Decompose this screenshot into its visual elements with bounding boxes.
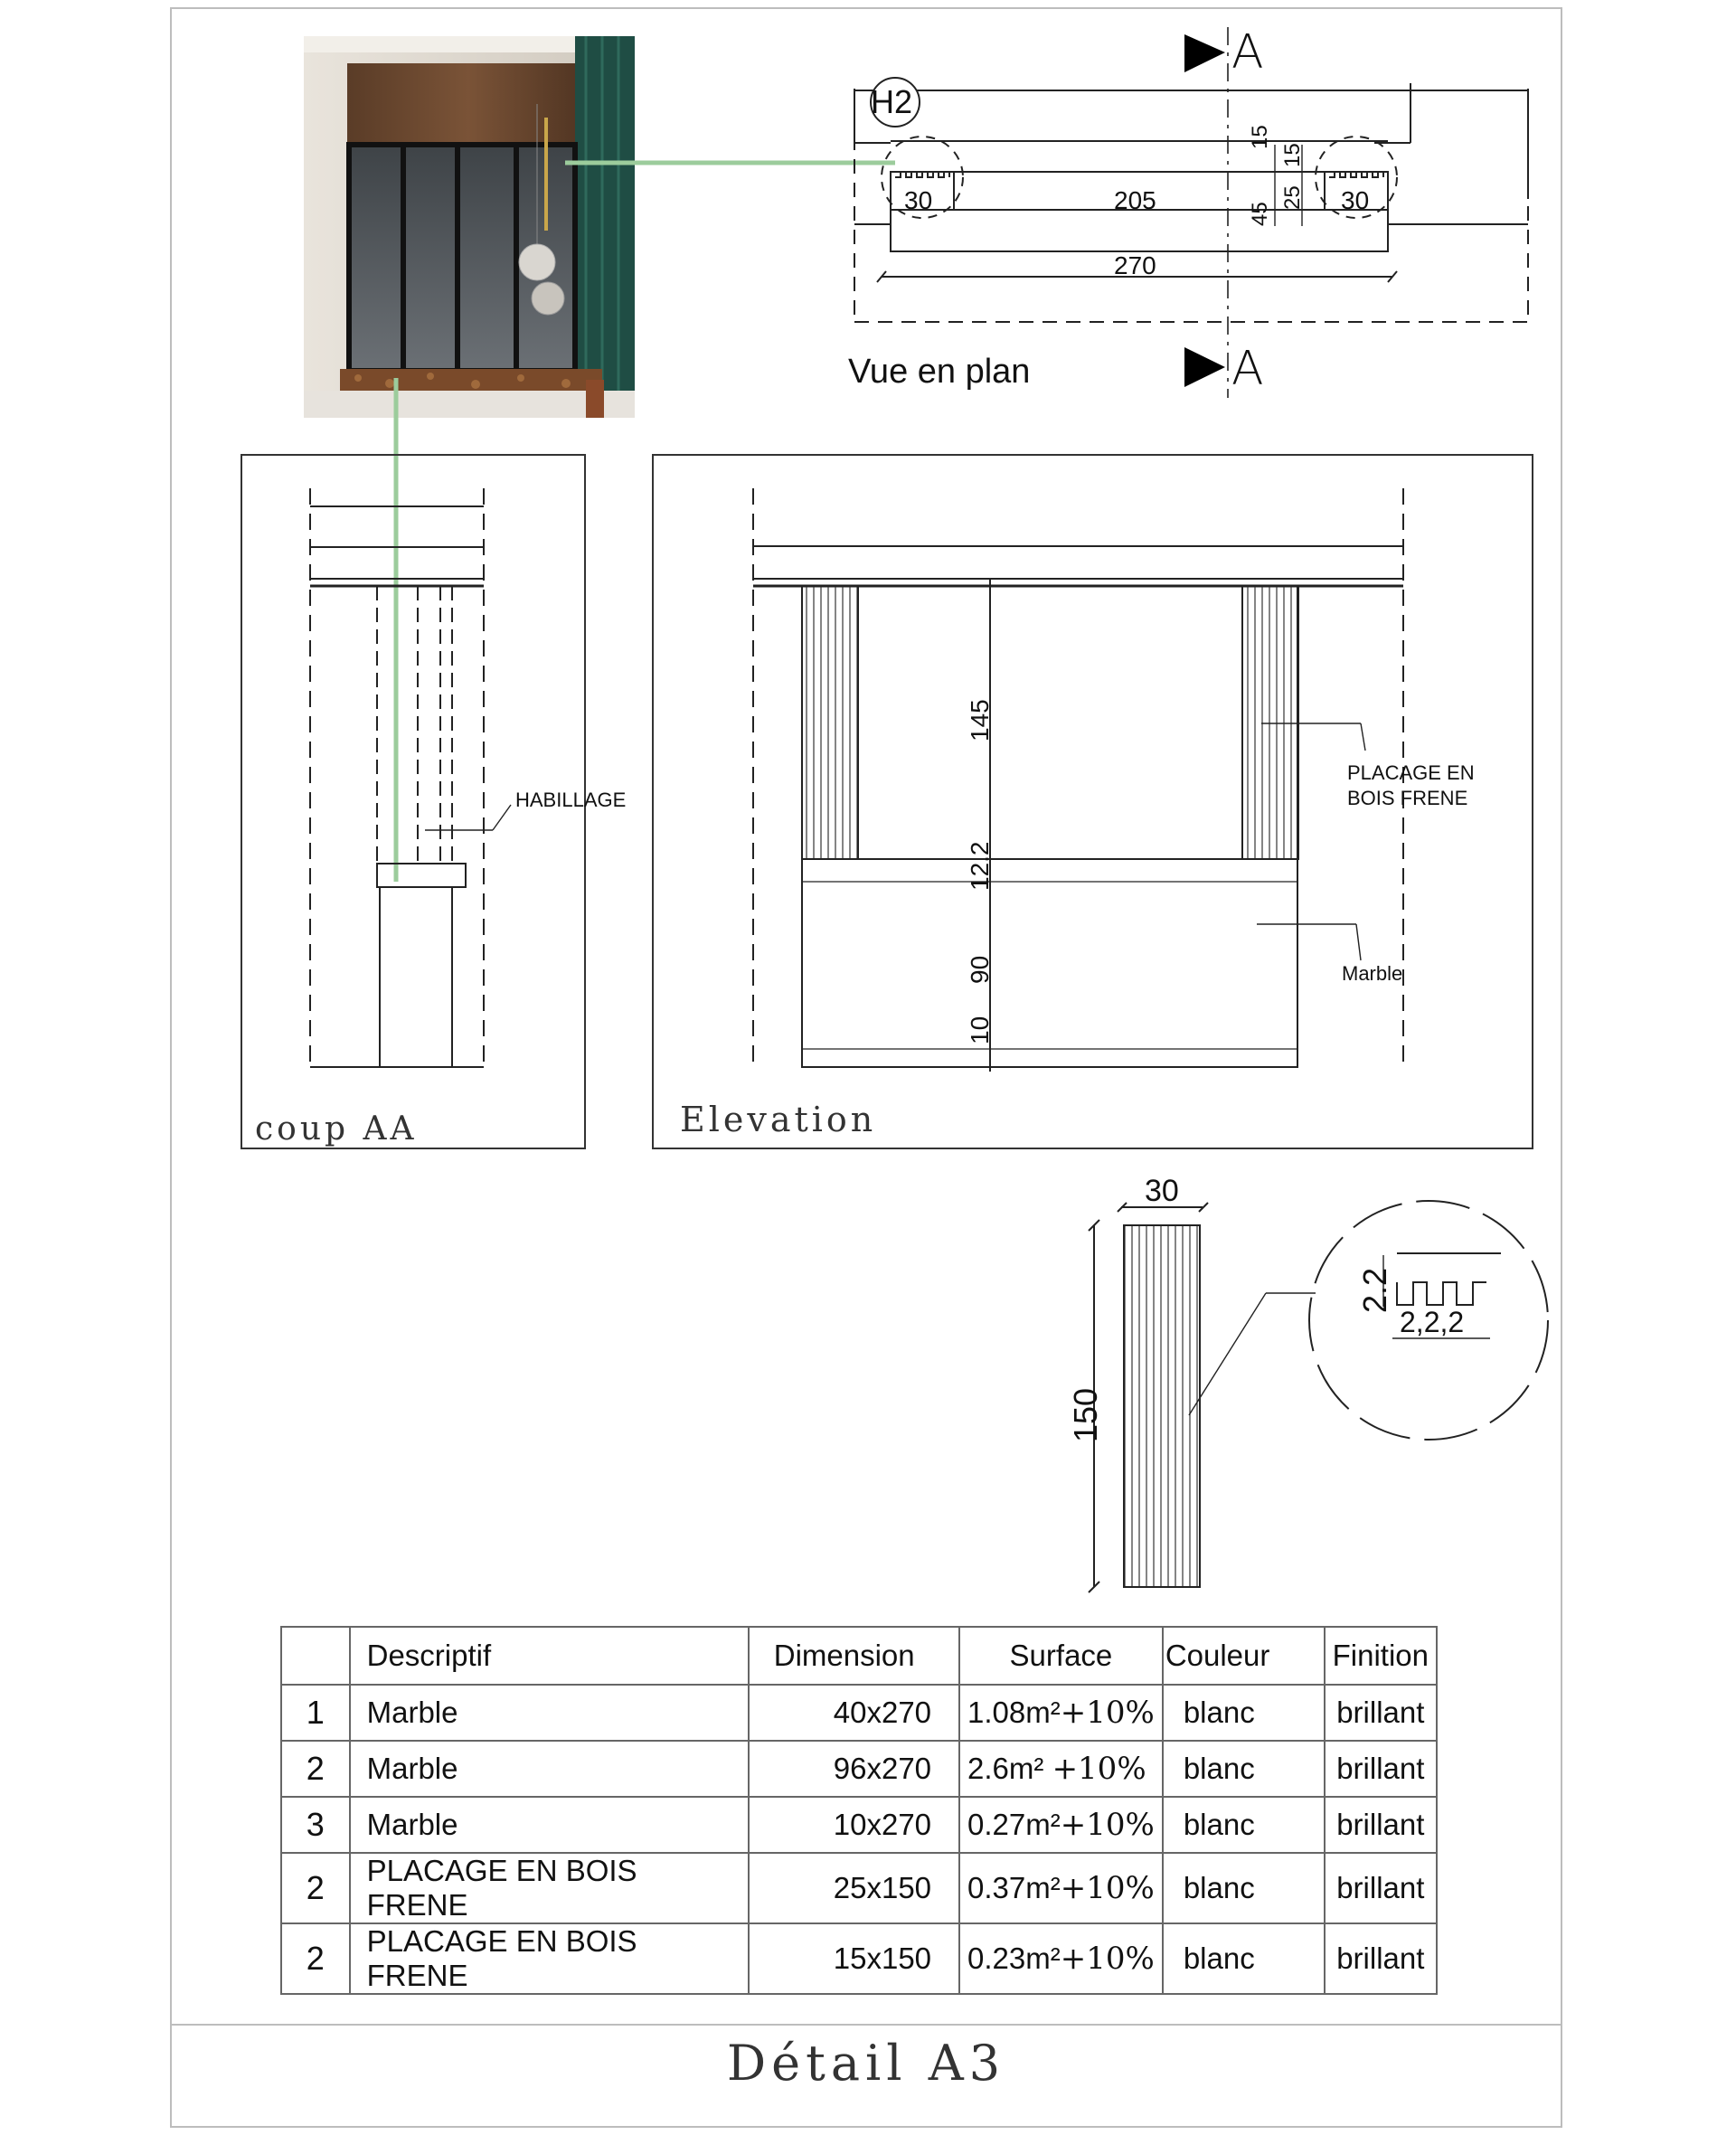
row-dimension: 25x150	[749, 1853, 959, 1923]
groove-pitch-label: 2,2,2	[1400, 1306, 1465, 1338]
row-surface	[959, 1923, 1163, 1994]
plan-dim-left: 30	[904, 186, 933, 214]
row-couleur: blanc	[1163, 1741, 1325, 1797]
header-dimension: Dimension	[749, 1627, 959, 1685]
plan-dim-v15a: 15	[1248, 125, 1272, 149]
header-finition: Finition	[1325, 1627, 1437, 1685]
label-marble: Marble	[1342, 962, 1403, 985]
surface-margin: +10%	[1060, 1941, 1155, 1977]
header-num	[281, 1627, 350, 1685]
row-surface	[959, 1685, 1163, 1741]
elev-dim-12: 12.2	[966, 841, 994, 891]
elev-dim-10: 10	[966, 1016, 994, 1044]
section-arrow-bottom-icon	[1184, 347, 1225, 387]
row-couleur: blanc	[1163, 1853, 1325, 1923]
table-row	[281, 1923, 1437, 1994]
table-row	[281, 1797, 1437, 1853]
surface-margin: +10%	[1060, 1870, 1155, 1906]
row-num: 2	[281, 1741, 350, 1797]
elev-dim-145: 145	[966, 699, 994, 742]
section-caption: coup AA	[255, 1110, 418, 1148]
row-descriptif: PLACAGE EN BOIS FRENE	[350, 1923, 750, 1994]
row-surface	[959, 1853, 1163, 1923]
header-couleur: Couleur	[1163, 1627, 1325, 1685]
label-habillage: HABILLAGE	[515, 789, 627, 811]
header-descriptif: Descriptif	[350, 1627, 750, 1685]
row-finition: brillant	[1325, 1797, 1437, 1853]
header-surface: Surface	[959, 1627, 1163, 1685]
surface-value: 0.37m²	[967, 1871, 1061, 1904]
section-arrow-top-icon	[1184, 34, 1225, 72]
section-mark-bottom: A	[1231, 342, 1264, 396]
row-num: 2	[281, 1923, 350, 1994]
row-surface	[959, 1797, 1163, 1853]
row-dimension: 15x150	[749, 1923, 959, 1994]
plan-dim-v45: 45	[1248, 202, 1272, 226]
row-num: 2	[281, 1853, 350, 1923]
title-block-divider	[170, 2024, 1562, 2026]
row-descriptif: Marble	[350, 1741, 750, 1797]
label-placage-line1: PLACAGE EN	[1347, 761, 1475, 784]
materials-schedule	[280, 1626, 1438, 1995]
row-dimension: 40x270	[749, 1685, 959, 1741]
row-couleur: blanc	[1163, 1685, 1325, 1741]
row-dimension: 96x270	[749, 1741, 959, 1797]
row-finition: brillant	[1325, 1853, 1437, 1923]
surface-margin: +10%	[1060, 1695, 1155, 1731]
row-descriptif: Marble	[350, 1797, 750, 1853]
plan-dim-v15b: 15	[1280, 143, 1305, 167]
row-num: 1	[281, 1685, 350, 1741]
surface-value: 0.23m²	[967, 1941, 1061, 1975]
row-finition: brillant	[1325, 1741, 1437, 1797]
row-couleur: blanc	[1163, 1797, 1325, 1853]
row-dimension: 10x270	[749, 1797, 959, 1853]
sheet-title: Détail A3	[726, 2035, 1006, 2092]
section-mark-top: A	[1231, 25, 1264, 80]
plan-view	[854, 27, 1528, 398]
panel-width-label: 30	[1145, 1174, 1179, 1208]
surface-value: 2.6m²	[967, 1752, 1052, 1785]
surface-value: 1.08m²	[967, 1696, 1061, 1729]
groove-depth-label: 2.2	[1356, 1267, 1393, 1313]
schedule-header-row	[281, 1627, 1437, 1685]
table-row	[281, 1853, 1437, 1923]
surface-value: 0.27m²	[967, 1808, 1061, 1841]
row-num: 3	[281, 1797, 350, 1853]
row-descriptif: PLACAGE EN BOIS FRENE	[350, 1853, 750, 1923]
table-row	[281, 1741, 1437, 1797]
plan-dim-overall: 270	[1114, 251, 1156, 279]
row-finition: brillant	[1325, 1923, 1437, 1994]
surface-margin: +10%	[1052, 1751, 1146, 1787]
label-placage-line2: BOIS FRENE	[1347, 787, 1468, 809]
plan-tag: H2	[871, 83, 913, 120]
plan-dim-right: 30	[1341, 186, 1370, 214]
plan-dim-v25: 25	[1280, 185, 1305, 210]
row-descriptif: Marble	[350, 1685, 750, 1741]
panel-height-label: 150	[1067, 1387, 1104, 1442]
plan-caption: Vue en plan	[848, 353, 1031, 391]
elev-dim-90: 90	[966, 955, 994, 984]
row-surface	[959, 1741, 1163, 1797]
plan-dim-opening: 205	[1114, 186, 1156, 214]
row-couleur: blanc	[1163, 1923, 1325, 1994]
surface-margin: +10%	[1060, 1807, 1155, 1843]
table-row	[281, 1685, 1437, 1741]
elevation-caption: Elevation	[680, 1100, 877, 1139]
panel-detail-view	[1089, 1201, 1548, 1592]
row-finition: brillant	[1325, 1685, 1437, 1741]
